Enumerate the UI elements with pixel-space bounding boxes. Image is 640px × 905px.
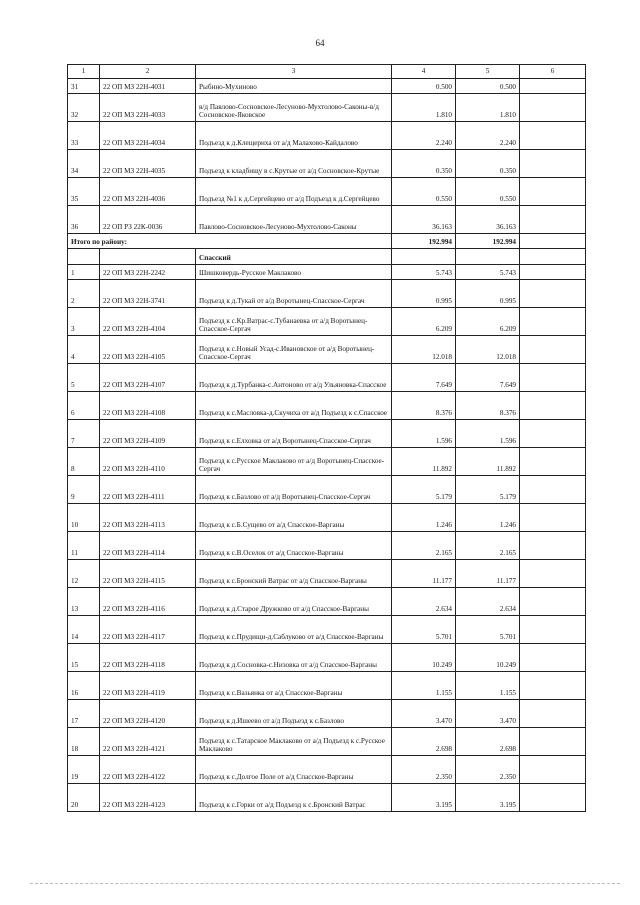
district-spacer-1 <box>68 249 100 265</box>
length-col4: 0.500 <box>392 79 456 94</box>
row-number: 36 <box>68 206 100 234</box>
notes-col6 <box>520 728 586 756</box>
table-row <box>68 448 586 476</box>
table-row <box>68 265 586 280</box>
road-name: Подъезд к с.Бронский Ватрас от а/д Спасское-Варганы <box>196 560 392 588</box>
length-col5: 0.995 <box>456 280 520 308</box>
road-name: Рыбино-Мухиново <box>196 79 392 94</box>
road-name: Подъезд к кладбищу в с.Крутые от а/д Сосновское-Крутые <box>196 150 392 178</box>
table-row <box>68 560 586 588</box>
row-number: 17 <box>68 700 100 728</box>
road-name: Подъезд к с.Масловка-д.Скучиха от а/д Подъезд к с.Спасское <box>196 392 392 420</box>
notes-col6 <box>520 265 586 280</box>
notes-col6 <box>520 644 586 672</box>
table-row <box>68 756 586 784</box>
length-col5: 3.470 <box>456 700 520 728</box>
length-col4: 6.209 <box>392 308 456 336</box>
road-id-code: 22 ОП МЗ 22Н-4122 <box>100 756 196 784</box>
road-id-code: 22 ОП МЗ 22Н-2242 <box>100 265 196 280</box>
row-number: 31 <box>68 79 100 94</box>
row-number: 8 <box>68 448 100 476</box>
road-name: Подъезд к с.Горки от а/д Подъезд к с.Бронский Ватрас <box>196 784 392 812</box>
length-col4: 12.018 <box>392 336 456 364</box>
table-row <box>68 728 586 756</box>
road-name: Подъезд к с.Долгое Поле от а/д Спасское-Варганы <box>196 756 392 784</box>
length-col4: 1.596 <box>392 420 456 448</box>
notes-col6 <box>520 364 586 392</box>
length-col5: 5.179 <box>456 476 520 504</box>
row-number: 32 <box>68 94 100 122</box>
length-col5: 6.209 <box>456 308 520 336</box>
row-number: 16 <box>68 672 100 700</box>
notes-col6 <box>520 280 586 308</box>
row-number: 19 <box>68 756 100 784</box>
length-col4: 2.165 <box>392 532 456 560</box>
road-register-table <box>67 64 586 812</box>
table-row <box>68 588 586 616</box>
length-col5: 1.155 <box>456 672 520 700</box>
district-row <box>68 249 586 265</box>
length-col5: 7.649 <box>456 364 520 392</box>
road-name: Подъезд к с.Вазьянка от а/д Спасское-Варганы <box>196 672 392 700</box>
road-name: Подъезд к с.Русское Маклаково от а/д Воротынец-Спасское-Сергач <box>196 448 392 476</box>
length-col5: 0.500 <box>456 79 520 94</box>
length-col5: 2.350 <box>456 756 520 784</box>
notes-col6 <box>520 448 586 476</box>
length-col5: 11.177 <box>456 560 520 588</box>
row-number: 5 <box>68 364 100 392</box>
row-number: 11 <box>68 532 100 560</box>
table-row <box>68 784 586 812</box>
length-col5: 36.163 <box>456 206 520 234</box>
length-col5: 5.701 <box>456 616 520 644</box>
notes-col6 <box>520 616 586 644</box>
table-row <box>68 364 586 392</box>
table-row <box>68 150 586 178</box>
length-col5: 2.240 <box>456 122 520 150</box>
row-number: 10 <box>68 504 100 532</box>
notes-col6 <box>520 79 586 94</box>
table-row <box>68 420 586 448</box>
road-id-code: 22 ОП МЗ 22Н-4109 <box>100 420 196 448</box>
length-col5: 8.376 <box>456 392 520 420</box>
length-col4: 5.701 <box>392 616 456 644</box>
table-row <box>68 280 586 308</box>
length-col4: 5.743 <box>392 265 456 280</box>
road-id-code: 22 ОП МЗ 22Н-4035 <box>100 150 196 178</box>
road-id-code: 22 ОП МЗ 22Н-4116 <box>100 588 196 616</box>
total-col6 <box>520 234 586 249</box>
road-name: Подъезд к д.Тукай от а/д Воротынец-Спасское-Сергач <box>196 280 392 308</box>
table-row <box>68 122 586 150</box>
row-number: 15 <box>68 644 100 672</box>
table-row <box>68 504 586 532</box>
notes-col6 <box>520 336 586 364</box>
road-id-code: 22 ОП МЗ 22Н-4034 <box>100 122 196 150</box>
table-row <box>68 79 586 94</box>
road-id-code: 22 ОП МЗ 22Н-4114 <box>100 532 196 560</box>
length-col4: 2.240 <box>392 122 456 150</box>
road-id-code: 22 ОП МЗ 22Н-4117 <box>100 616 196 644</box>
length-col4: 1.810 <box>392 94 456 122</box>
row-number: 3 <box>68 308 100 336</box>
road-name: Подъезд к с.Татарское Маклаково от а/д Подъезд к с.Русское Маклаково <box>196 728 392 756</box>
notes-col6 <box>520 392 586 420</box>
length-col5: 1.810 <box>456 94 520 122</box>
header-cell-2: 2 <box>100 65 196 79</box>
road-id-code: 22 ОП МЗ 22Н-4119 <box>100 672 196 700</box>
length-col5: 0.350 <box>456 150 520 178</box>
length-col4: 5.179 <box>392 476 456 504</box>
notes-col6 <box>520 94 586 122</box>
row-number: 20 <box>68 784 100 812</box>
notes-col6 <box>520 700 586 728</box>
row-number: 9 <box>68 476 100 504</box>
header-cell-3: 3 <box>196 65 392 79</box>
road-id-code: 22 ОП МЗ 22Н-4120 <box>100 700 196 728</box>
length-col4: 0.550 <box>392 178 456 206</box>
length-col5: 12.018 <box>456 336 520 364</box>
length-col4: 10.249 <box>392 644 456 672</box>
row-number: 1 <box>68 265 100 280</box>
length-col4: 1.246 <box>392 504 456 532</box>
length-col4: 0.350 <box>392 150 456 178</box>
length-col5: 1.596 <box>456 420 520 448</box>
road-name: Подъезд к д.Ишеево от а/д Подъезд к с.Базлово <box>196 700 392 728</box>
table-row <box>68 476 586 504</box>
table-body <box>68 65 586 812</box>
table-row <box>68 94 586 122</box>
length-col5: 3.195 <box>456 784 520 812</box>
notes-col6 <box>520 532 586 560</box>
length-col4: 3.195 <box>392 784 456 812</box>
notes-col6 <box>520 560 586 588</box>
road-id-code: 22 ОП МЗ 22Н-4104 <box>100 308 196 336</box>
length-col4: 2.350 <box>392 756 456 784</box>
total-length-col4: 192.994 <box>392 234 456 249</box>
length-col4: 36.163 <box>392 206 456 234</box>
district-name: Спасский <box>196 249 392 265</box>
road-name: Павлово-Сосновское-Лесуново-Мухтолово-Саконы <box>196 206 392 234</box>
row-number: 7 <box>68 420 100 448</box>
road-id-code: 22 ОП МЗ 22Н-4033 <box>100 94 196 122</box>
total-label: Итого по району: <box>68 234 392 249</box>
length-col5: 1.246 <box>456 504 520 532</box>
road-id-code: 22 ОП МЗ 22Н-4110 <box>100 448 196 476</box>
header-cell-6: 6 <box>520 65 586 79</box>
length-col4: 11.177 <box>392 560 456 588</box>
row-number: 33 <box>68 122 100 150</box>
length-col4: 0.995 <box>392 280 456 308</box>
road-name: Подъезд к д.Турбанка-с.Антоново от а/д Ульяновка-Спасское <box>196 364 392 392</box>
road-name: Подъезд к с.Кр.Ватрас-с.Тубанаевка от а/д Воротынец-Спасское-Сергач <box>196 308 392 336</box>
length-col4: 2.698 <box>392 728 456 756</box>
row-number: 34 <box>68 150 100 178</box>
row-number: 2 <box>68 280 100 308</box>
road-id-code: 22 ОП МЗ 22Н-4123 <box>100 784 196 812</box>
road-name: Подъезд №1 к д.Сергейцево от а/д Подъезд к д.Сергейцево <box>196 178 392 206</box>
header-cell-4: 4 <box>392 65 456 79</box>
notes-col6 <box>520 150 586 178</box>
scan-edge-line <box>30 883 620 884</box>
length-col5: 2.634 <box>456 588 520 616</box>
row-number: 4 <box>68 336 100 364</box>
notes-col6 <box>520 476 586 504</box>
road-id-code: 22 ОП МЗ 22Н-4108 <box>100 392 196 420</box>
length-col4: 2.634 <box>392 588 456 616</box>
row-number: 13 <box>68 588 100 616</box>
district-spacer-4 <box>392 249 456 265</box>
table-row <box>68 616 586 644</box>
road-name: Подъезд к с.Базлово от а/д Воротынец-Спасское-Сергач <box>196 476 392 504</box>
row-number: 35 <box>68 178 100 206</box>
page-number: 64 <box>315 38 325 48</box>
notes-col6 <box>520 756 586 784</box>
road-name: Подъезд к с.Елховка от а/д Воротынец-Спасское-Сергач <box>196 420 392 448</box>
road-name: Подъезд к с.Прудищи-д.Саблуково от а/д Спасское-Варганы <box>196 616 392 644</box>
table-row <box>68 206 586 234</box>
notes-col6 <box>520 588 586 616</box>
notes-col6 <box>520 178 586 206</box>
row-number: 6 <box>68 392 100 420</box>
table-row <box>68 178 586 206</box>
length-col5: 2.165 <box>456 532 520 560</box>
table-row <box>68 700 586 728</box>
road-name: Подъезд к с.Б.Сущево от а/д Спасское-Варганы <box>196 504 392 532</box>
road-id-code: 22 ОП МЗ 22Н-4107 <box>100 364 196 392</box>
length-col5: 0.550 <box>456 178 520 206</box>
length-col4: 11.892 <box>392 448 456 476</box>
district-spacer-2 <box>100 249 196 265</box>
total-length-col5: 192.994 <box>456 234 520 249</box>
row-number: 14 <box>68 616 100 644</box>
road-id-code: 22 ОП МЗ 22Н-3741 <box>100 280 196 308</box>
road-id-code: 22 ОП МЗ 22Н-4036 <box>100 178 196 206</box>
notes-col6 <box>520 206 586 234</box>
notes-col6 <box>520 420 586 448</box>
length-col5: 5.743 <box>456 265 520 280</box>
header-cell-1: 1 <box>68 65 100 79</box>
road-id-code: 22 ОП РЗ 22К-0036 <box>100 206 196 234</box>
table-row <box>68 644 586 672</box>
length-col4: 7.649 <box>392 364 456 392</box>
road-name: Шишковердь-Русское Маклаково <box>196 265 392 280</box>
length-col5: 10.249 <box>456 644 520 672</box>
length-col5: 11.892 <box>456 448 520 476</box>
notes-col6 <box>520 122 586 150</box>
row-number: 18 <box>68 728 100 756</box>
header-cell-5: 5 <box>456 65 520 79</box>
road-id-code: 22 ОП МЗ 22Н-4115 <box>100 560 196 588</box>
road-name: Подъезд к д.Сосновка-с.Низовка от а/д Спасское-Варганы <box>196 644 392 672</box>
road-id-code: 22 ОП МЗ 22Н-4031 <box>100 79 196 94</box>
road-name: Подъезд к д.Старое Дружково от а/д Спасское-Варганы <box>196 588 392 616</box>
total-row <box>68 234 586 249</box>
road-id-code: 22 ОП МЗ 22Н-4113 <box>100 504 196 532</box>
district-spacer-5 <box>456 249 520 265</box>
row-number: 12 <box>68 560 100 588</box>
notes-col6 <box>520 308 586 336</box>
road-id-code: 22 ОП МЗ 22Н-4111 <box>100 476 196 504</box>
road-name: Подъезд к д.Клещериха от а/д Малахово-Кайдалово <box>196 122 392 150</box>
length-col4: 3.470 <box>392 700 456 728</box>
road-name: в/д Павлово-Сосновское-Лесуново-Мухтолово-Саконы-в/д Сосновское-Яковское <box>196 94 392 122</box>
length-col4: 1.155 <box>392 672 456 700</box>
notes-col6 <box>520 784 586 812</box>
road-name: Подъезд к с.В.Оселок от а/д Спасское-Варганы <box>196 532 392 560</box>
road-name: Подъезд к с.Новый Усад-с.Ивановское от а/д Воротынец-Спасское-Сергач <box>196 336 392 364</box>
road-id-code: 22 ОП МЗ 22Н-4105 <box>100 336 196 364</box>
length-col4: 8.376 <box>392 392 456 420</box>
table-row <box>68 308 586 336</box>
table-row <box>68 672 586 700</box>
road-id-code: 22 ОП МЗ 22Н-4121 <box>100 728 196 756</box>
table-row <box>68 336 586 364</box>
length-col5: 2.698 <box>456 728 520 756</box>
district-spacer-6 <box>520 249 586 265</box>
road-id-code: 22 ОП МЗ 22Н-4118 <box>100 644 196 672</box>
header-row <box>68 65 586 79</box>
notes-col6 <box>520 504 586 532</box>
table-row <box>68 532 586 560</box>
table-row <box>68 392 586 420</box>
notes-col6 <box>520 672 586 700</box>
